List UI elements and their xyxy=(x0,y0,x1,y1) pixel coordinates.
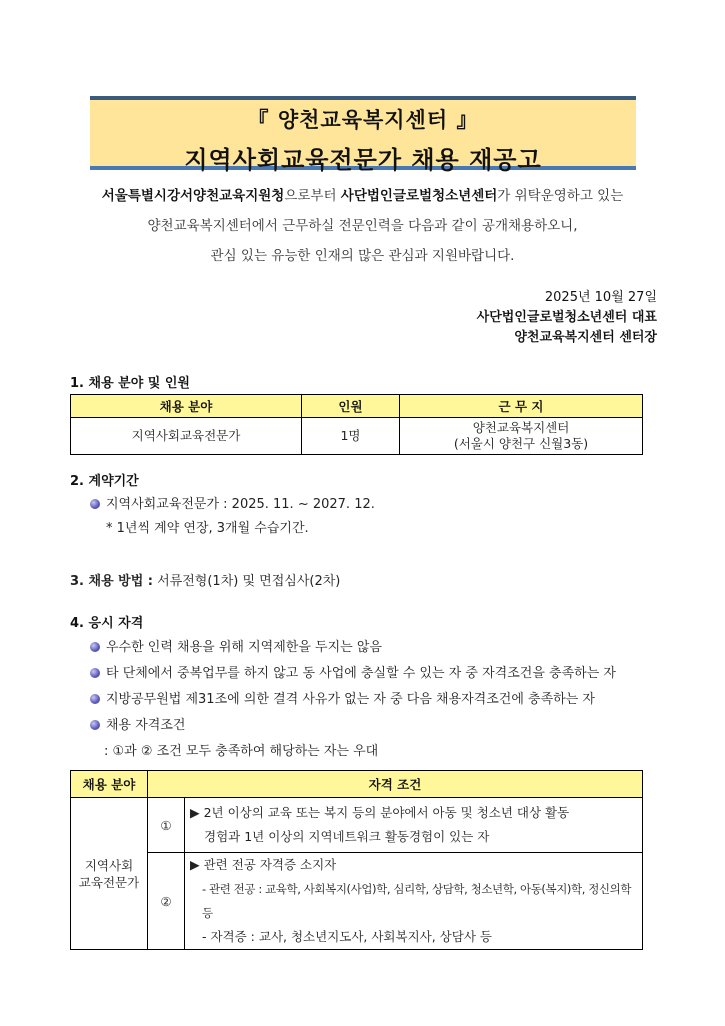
cell-location xyxy=(400,418,643,455)
qualification-text: 타 단체에서 중복업무를 하지 않고 동 사업에 충실할 수 있는 자 중 자격조건을 충족하는 자 xyxy=(106,666,616,681)
qualification-text: 채용 자격조건 xyxy=(106,718,186,733)
qualification-note: : ①과 ② 조건 모두 충족하여 해당하는 자는 우대 xyxy=(104,744,379,759)
bullet-icon xyxy=(90,499,100,509)
condition-line: ▶ 2년 이상의 교육 또는 복지 등의 분야에서 아동 및 청소년 대상 활동 xyxy=(190,805,570,820)
signature-block xyxy=(477,288,657,348)
intro-text-1: 으로부터 xyxy=(284,188,341,204)
intro-org-2: 사단법인글로벌청소년센터 xyxy=(340,188,498,204)
section-1-heading: 1. 채용 분야 및 인원 xyxy=(70,376,190,391)
qualification-item xyxy=(90,662,616,681)
section-3-text: 서류전형(1차) 및 면접심사(2차) xyxy=(153,574,341,589)
intro-line-2: 양천교육복지센터에서 근무하실 전문인력을 다음과 같이 공개채용하오니, xyxy=(147,218,578,234)
condition-desc xyxy=(185,853,643,950)
qualification-text: 지방공무원법 제31조에 의한 결격 사유가 없는 자 중 다음 채용자격조건에 충족하는 자 xyxy=(106,692,595,707)
condition-line: ▶ 관련 전공 자격증 소지자 xyxy=(190,857,337,872)
condition-number: ① xyxy=(148,798,185,853)
header-field: 채용 분야 xyxy=(71,395,302,418)
cell-count: 1명 xyxy=(302,418,400,455)
intro-line-1 xyxy=(60,181,665,211)
qualification-item xyxy=(90,688,595,707)
qualification-text: 우수한 인력 채용을 위해 지역제한을 두지는 않음 xyxy=(106,640,382,655)
signature-center: 양천교육복지센터 센터장 xyxy=(514,330,657,345)
table-row xyxy=(71,798,643,853)
condition-line: 경험과 1년 이상의 지역네트워크 활동경험이 있는 자 xyxy=(204,829,490,844)
page-title: 지역사회교육전문가 채용 재공고 xyxy=(184,146,542,174)
cell-field xyxy=(71,798,148,950)
table-header-row xyxy=(71,395,643,418)
positions-table xyxy=(70,394,643,455)
condition-number: ② xyxy=(148,853,185,950)
intro-org-1: 서울특별시강서양천교육지원청 xyxy=(101,188,285,204)
contract-note: * 1년씩 계약 연장, 3개월 수습기간. xyxy=(106,521,309,536)
section-3 xyxy=(70,570,340,589)
bullet-icon xyxy=(90,694,100,704)
section-4-heading: 4. 응시 자격 xyxy=(70,616,144,631)
qualification-item xyxy=(90,714,185,733)
notice-date: 2025년 10월 27일 xyxy=(544,290,657,305)
table-header-row xyxy=(71,771,643,798)
intro-paragraph xyxy=(60,181,665,271)
field-line-2: 교육전문가 xyxy=(78,874,140,890)
condition-line: - 자격증 : 교사, 청소년지도사, 사회복지사, 상담사 등 xyxy=(202,929,492,944)
intro-line-3: 관심 있는 유능한 인재의 많은 관심과 지원바랍니다. xyxy=(210,248,515,264)
field-line-1: 지역사회 xyxy=(84,857,134,873)
location-name: 양천교육복지센터 xyxy=(472,420,570,435)
title-banner xyxy=(90,96,636,174)
header-location: 근 무 지 xyxy=(400,395,643,418)
table-row xyxy=(71,418,643,455)
bullet-icon xyxy=(90,720,100,730)
cell-field: 지역사회교육전문가 xyxy=(71,418,302,455)
header-field: 채용 분야 xyxy=(71,771,148,798)
section-2-heading: 2. 계약기간 xyxy=(70,474,139,489)
location-address: (서울시 양천구 신월3동) xyxy=(453,436,589,451)
bullet-icon xyxy=(90,642,100,652)
header-count: 인원 xyxy=(302,395,400,418)
qualification-item xyxy=(90,636,382,655)
title-center-name: 『 양천교육복지센터 』 xyxy=(247,108,479,132)
signature-org: 사단법인글로벌청소년센터 대표 xyxy=(476,310,657,325)
bullet-icon xyxy=(90,668,100,678)
table-row xyxy=(71,853,643,950)
intro-text-2: 가 위탁운영하고 있는 xyxy=(497,188,624,204)
condition-line: - 관련 전공 : 교육학, 사회복지(사업)학, 심리학, 상담학, 청소년학, 아동(복지)학, 정신의학 등 xyxy=(202,882,632,920)
contract-period-item xyxy=(90,493,375,512)
section-3-heading: 3. 채용 방법 : xyxy=(70,574,153,589)
header-conditions: 자격 조건 xyxy=(148,771,643,798)
contract-period-text: 지역사회교육전문가 : 2025. 11. ~ 2027. 12. xyxy=(106,497,375,512)
qualifications-table xyxy=(70,770,643,950)
condition-desc xyxy=(185,798,643,853)
